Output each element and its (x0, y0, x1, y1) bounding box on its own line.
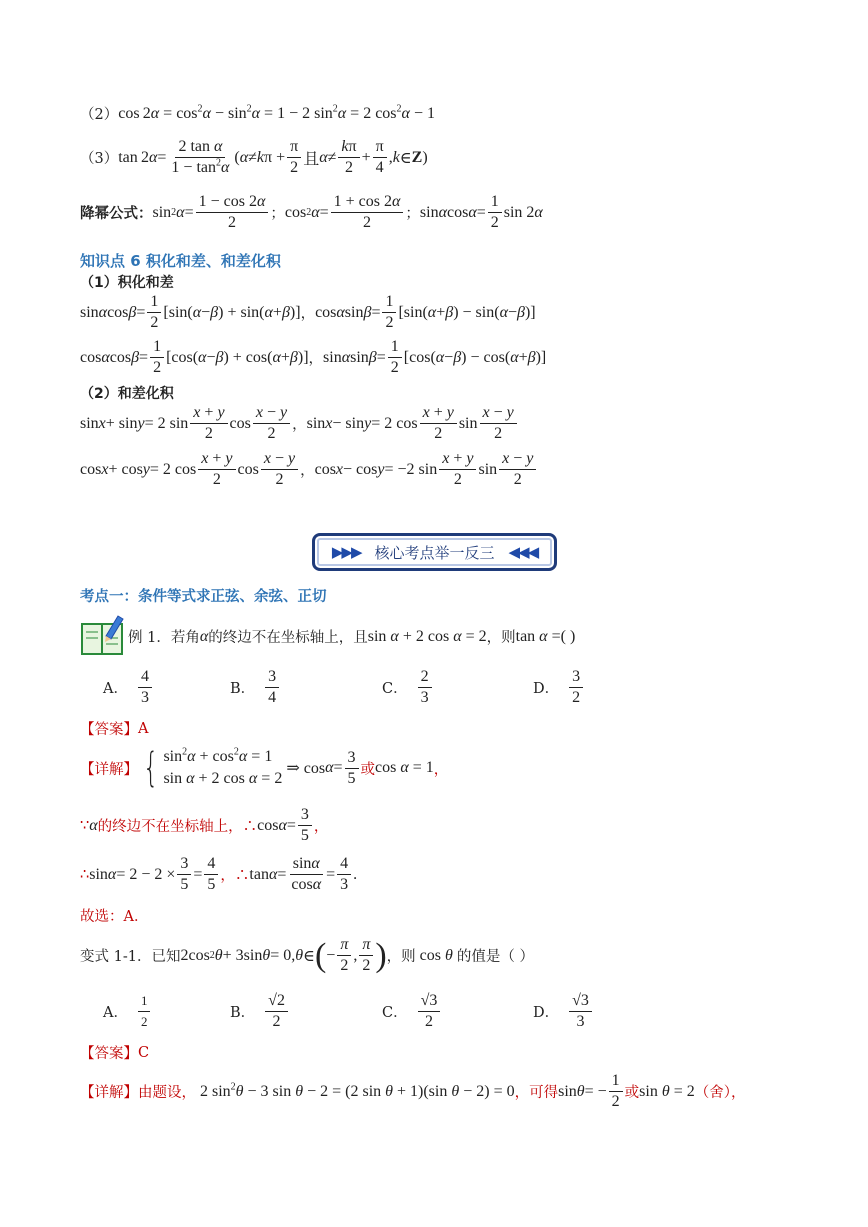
comma: ， (300, 463, 315, 479)
topic-1-title: 考点一：条件等式求正弦、余弦、正切 (80, 589, 327, 605)
variant-1-1-option-d[interactable] (533, 992, 594, 1031)
math: sin α + 2 cos α = 2 (367, 627, 487, 645)
option-label: C． (382, 1005, 408, 1021)
math: cos 2 α = $\frac{1 + \cos 2\alpha}{2}$ (285, 193, 406, 232)
therefore-symbol: ∴ (80, 866, 90, 883)
variant-1-1-option-a[interactable] (103, 992, 152, 1031)
math: sin α cos β = $\frac{1}{2}$ [sin( α − β ) + sin( α + β )] (80, 293, 301, 331)
math: ⇒ cos α = $\frac{3}{5}$ (282, 749, 360, 788)
math: tan 2 α = $\frac{\text{2 tan α}}{1 - \tan^2\alpha}$ ( α ≠ k π + $\frac{\pi}{2}$ 且 α ≠ $\frac{k\pi}{2}$ + $\frac{\pi}{4}$ , k ∈ Z ) (118, 138, 428, 176)
math: cos α cos β = $\frac{1}{2}$ [cos( α − β ) + cos( α + β )] (80, 338, 309, 376)
option-num: √3 (418, 992, 441, 1012)
math: cos α = $\frac{3}{5}$ (257, 806, 314, 845)
option-num: √3 (569, 992, 592, 1012)
variant-1-1-question (80, 936, 534, 975)
math: sin θ = 2 (639, 1082, 695, 1100)
variant-intro: 变式 1-1．已知 (80, 949, 181, 965)
math: sin α = 2 − 2 × $\frac{3}{5}$ = $\frac{4}{5}$ (89, 855, 220, 894)
math: cos α sin β = $\frac{1}{2}$ [sin( α + β ) − sin( α − β )] (315, 293, 536, 331)
reduction-formulas (80, 193, 543, 232)
option-den: 2 (425, 1013, 433, 1030)
example-1-answer (80, 718, 148, 739)
item-label: （2） (80, 107, 119, 123)
sep: ； (405, 206, 420, 222)
math: sin x + sin y = 2 sin $\frac{x + y}{2}$ cos $\frac{x - y}{2}$ (80, 404, 292, 443)
or-text: 或 (624, 1085, 640, 1101)
example-1-option-d[interactable] (533, 668, 585, 707)
math: tan α = $\frac{\sin\alpha}{\cos\alpha}$ = $\frac{4}{3}$ . (249, 855, 358, 893)
math: 2cos 2 θ + 3sin θ = 0, θ ∈ ( − $\frac{\pi}{2}$ , $\frac{\pi}{2}$ ) (180, 936, 387, 974)
reduction-label: 降幂公式： (80, 206, 153, 222)
option-label: C． (382, 681, 408, 697)
comma: ， (300, 306, 316, 322)
option-num: 3 (569, 668, 583, 688)
or-text: 或 (360, 761, 375, 778)
discard-text: （舍）， (694, 1085, 746, 1101)
example-1-detail-1: 【详解】 { $\sin^2\alpha + \cos^2\alpha = 1$ sin α + 2 cos α = 2 ⇒ cos α = $\frac{3}{5}$ 或 cos α = 1 ， (80, 745, 449, 791)
math: 2 $\sin^2\theta - 3$ sin θ − 2 = (2 sin θ + 1)(sin θ − 2) = 0 (196, 1081, 515, 1100)
product-to-sum-2 (80, 338, 546, 377)
answer-value: C (138, 1044, 150, 1061)
variant-1-1-detail (80, 1072, 745, 1111)
option-den: 2 (140, 1014, 148, 1029)
math: sin x − sin y = 2 cos $\frac{x + y}{2}$ sin $\frac{x - y}{2}$ (307, 404, 519, 443)
option-label: A． (103, 1005, 128, 1021)
option-den: 2 (572, 689, 581, 706)
example-1-option-a[interactable] (103, 668, 154, 707)
option-label: D． (533, 1005, 560, 1021)
book-pencil-icon (80, 614, 126, 656)
variant-1-1-option-b[interactable] (230, 992, 290, 1031)
section-6-sub1: （1）积化和差 (80, 275, 174, 291)
option-num: √2 (265, 992, 288, 1012)
detail-start: 由题设， (138, 1085, 196, 1101)
can-get: ，可得 (514, 1085, 559, 1101)
comma: ， (308, 351, 324, 367)
math: α (89, 816, 98, 834)
left-arrows-icon: ◀◀◀ (508, 543, 538, 561)
comma-therefore: ，∴ (220, 868, 250, 884)
math: cos θ (415, 946, 453, 964)
example-1-choose: 故选：A． (80, 909, 149, 925)
section-6-sub2: （2）和差化积 (80, 386, 174, 402)
variant-1-1-option-c[interactable] (382, 992, 442, 1031)
sum-to-product-2 (80, 450, 538, 489)
example-1-question (128, 626, 575, 647)
option-den: 3 (140, 689, 149, 706)
equation-system: { $\sin^2\alpha + \cos^2\alpha = 1$ sin α + 2 cos α = 2 (143, 745, 283, 791)
example-1-option-b[interactable] (230, 668, 281, 707)
answer-value: A (138, 720, 149, 737)
math: cos α = 1 (375, 759, 434, 776)
answer-paren: ( ) (560, 627, 576, 645)
math: tan α = (515, 627, 561, 645)
option-num: 1 (138, 992, 151, 1012)
option-den: 3 (576, 1013, 585, 1030)
core-topics-banner (312, 533, 557, 571)
banner-text: 核心考点举一反三 (374, 543, 495, 562)
example-end: ，则 (486, 630, 516, 646)
option-num: 2 (418, 668, 432, 688)
because-symbol: ∵ (80, 817, 90, 834)
answer-tag: 【答案】 (80, 1046, 138, 1062)
math: α (199, 627, 209, 645)
section-6-title: 知识点 6 积化和差、和差化积 (80, 252, 281, 270)
option-num: 3 (265, 668, 279, 688)
option-den: 3 (420, 689, 429, 706)
product-to-sum-1 (80, 293, 536, 332)
option-den: 4 (268, 689, 277, 706)
because-rest: 的终边不在坐标轴上，∴ (97, 819, 258, 835)
math: cos x − cos y = −2 sin $\frac{x + y}{2}$ sin $\frac{x - y}{2}$ (315, 450, 539, 489)
math: $\cos 2\alpha = \cos^2\alpha - \sin^2\alpha = 1 - 2$ $\sin^2\alpha = 2$ $\cos^2\alpha - 1$ (118, 103, 435, 122)
variant-1-1-answer (80, 1042, 149, 1063)
formula-tan2a (80, 138, 428, 177)
option-num: 4 (138, 668, 152, 688)
option-label: D． (533, 681, 560, 697)
math: sin α sin β = $\frac{1}{2}$ [cos( α − β ) − cos( α + β )] (323, 338, 547, 376)
math: sin θ = − $\frac{1}{2}$ (558, 1072, 625, 1111)
option-label: B． (230, 1005, 256, 1021)
detail-tag: 【详解】 (80, 1085, 138, 1101)
math: sin 2 α = $\frac{1 - \cos 2\alpha}{2}$ (153, 193, 271, 232)
sum-to-product-1 (80, 404, 519, 443)
sep: ； (270, 206, 285, 222)
example-intro: 例 1．若角 (128, 630, 200, 646)
formula-cos2a (80, 103, 435, 124)
example-1-option-c[interactable] (382, 668, 434, 707)
option-den: 2 (272, 1013, 281, 1030)
math: cos x + cos y = 2 cos $\frac{x + y}{2}$ cos $\frac{x - y}{2}$ (80, 450, 300, 489)
variant-end: ，则 (386, 949, 416, 965)
variant-end2: 的值是（ ） (456, 949, 534, 965)
right-arrows-icon: ▶▶▶ (331, 543, 361, 561)
example-1-detail-2: ∵ α 的终边不在坐标轴上，∴ cos α = $\frac{3}{5}$ ， (80, 806, 329, 844)
example-mid: 的终边不在坐标轴上，且 (208, 630, 368, 646)
math: sin α cos α = $\frac{1}{2}$ sin 2 α (419, 193, 543, 231)
comma: ， (292, 417, 307, 433)
answer-tag: 【答案】 (80, 722, 138, 738)
option-label: A． (103, 681, 128, 697)
item-label: （3） (80, 151, 119, 167)
detail-tag: 【详解】 (80, 761, 138, 778)
example-1-detail-3 (80, 855, 357, 894)
option-label: B． (230, 681, 256, 697)
